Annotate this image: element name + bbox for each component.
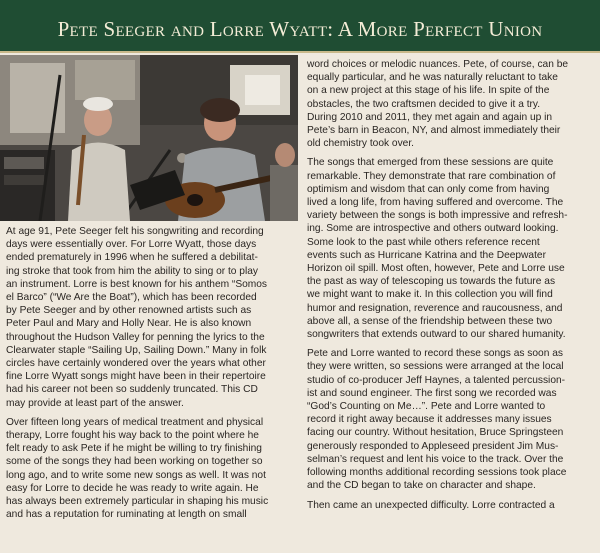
text-line: el Barco” (“We Are the Boat”), which has been recorded [6, 292, 257, 304]
right-paragraph-2 [307, 156, 597, 341]
text-line: facing our country. Without hesitation, Bruce Springsteen [307, 427, 564, 439]
text-line: Clearwater staple “Sailing Up, Sailing Down.” Many in folk [6, 344, 267, 356]
studio-photo [0, 55, 298, 221]
text-line: throughout the Hudson Valley for penning the lyrics to the [6, 331, 265, 343]
left-column [6, 225, 296, 527]
text-line: variety between the songs is both impressive and refresh- [307, 210, 568, 222]
text-line: word choices or melodic nuances. Pete, of course, can be [307, 59, 569, 70]
text-line: Pete’s barn in Beacon, NY, and almost immediately their [307, 125, 561, 137]
text-line: had his career not been so suddenly truncated. This CD [6, 384, 258, 396]
text-line: record it right away because it addresses many issues [307, 414, 552, 426]
text-line: Peter Paul and Mary and Holly Near. He is also known [6, 318, 252, 330]
text-line: following months additional recording sessions took place [307, 467, 567, 479]
text-line: The songs that emerged from these sessions are quite [307, 157, 554, 169]
text-line: “God’s Counting on Me…”. Pete and Lorre wanted to [307, 401, 546, 413]
text-line: and the CD began to take on character and shape. [307, 480, 536, 492]
text-line: may provide at least part of the answer. [6, 397, 184, 409]
text-line: Pete and Lorre wanted to record these songs as soon as [307, 348, 563, 360]
text-line: therapy, Lorre fought his way back to the point where he [6, 430, 259, 442]
text-line: selman’s request and lent his voice to the track. Over the [307, 453, 564, 465]
text-line: Over fifteen long years of medical treatment and physical [6, 416, 264, 428]
right-paragraph-1 [307, 58, 597, 150]
text-line: fine Lorre Wyatt songs might have been in their repertoire [6, 371, 266, 383]
text-line: ended prematurely in 1996 when he suffered a debilitat- [6, 252, 258, 264]
right-paragraph-4 [307, 499, 597, 512]
text-line: lived a long life, from having suffered and overcome. The [307, 197, 564, 209]
text-line: circles have certainly wondered over the years what other [6, 358, 266, 370]
text-line: long ago, and to write some new songs as well. It was not [6, 469, 266, 481]
text-line: an instrument. Lorre is best known for his anthem “Somos [6, 278, 268, 290]
musicians-photo-illustration [0, 55, 298, 221]
text-line: by Pete Seeger and by other renowned artists such as [6, 305, 252, 317]
text-line: ist and sound engineer. The first song we recorded was [307, 387, 557, 399]
right-column [307, 58, 597, 518]
text-line: songwriters that extends outward to our shared humanity. [307, 329, 566, 341]
page-title: Pete Seeger and Lorre Wyatt: A More Perfect Union [57, 17, 543, 41]
text-line: Some look to the past while others reference recent [307, 236, 540, 248]
text-line: Horizon oil spill. Most often, however, Pete and Lorre use [307, 263, 565, 275]
text-line: Then came an unexpected difficulty. Lorre contracted a [307, 499, 555, 511]
left-paragraph-2 [6, 416, 296, 522]
text-line: humor and resignation, reverence and raucousness, and [307, 302, 563, 314]
text-line: days were essentially over. For Lorre Wyatt, those days [6, 239, 257, 251]
text-line: ing. Some are introspective and others outward looking. [307, 223, 559, 235]
text-line: old chemistry took over. [307, 138, 415, 150]
text-line: At age 91, Pete Seeger felt his songwriting and recording [6, 226, 264, 237]
text-line: on a new project at this stage of his life. In spite of the [307, 85, 550, 97]
text-line: and has a reputation for ruminating at length on small [6, 509, 247, 521]
text-line: obstacles, the two craftsmen decided to give it a try. [307, 98, 541, 110]
text-line: During 2010 and 2011, they met again and again up in [307, 111, 553, 123]
text-line: easy for Lorre to decide he was ready to write again. He [6, 482, 259, 494]
text-line: the past as way of telescoping us towards the future as [307, 276, 556, 288]
text-line: ing stroke that took from him the ability to sing or to play [6, 265, 258, 277]
text-line: felt ready to ask Pete if he might be willing to try finishing [6, 443, 262, 455]
text-line: optimism and wisdom that can only come from having [307, 183, 550, 195]
text-line: above all, a sense of the friendship between these two [307, 315, 553, 327]
text-line: generously responded to Appleseed president Jim Mus- [307, 440, 559, 452]
page-header [0, 0, 600, 53]
text-line: they were written, so sessions were arranged at the local [307, 361, 564, 373]
text-line: has always been extremely particular in shaping his music [6, 496, 269, 508]
text-line: some of the songs they had been working on together so [6, 456, 263, 468]
text-line: events such as Hurricane Katrina and the Deepwater [307, 249, 546, 261]
left-paragraph-1 [6, 225, 296, 410]
text-line: remarkable. They demonstrate that rare combination of [307, 170, 556, 182]
right-paragraph-3 [307, 347, 597, 492]
text-line: studio of co-producer Jeff Haynes, a talented percussion- [307, 374, 566, 386]
text-line: we might want to make it. In this collection you will find [307, 289, 553, 301]
text-line: equally particular, and he was naturally reluctant to take [307, 72, 558, 84]
